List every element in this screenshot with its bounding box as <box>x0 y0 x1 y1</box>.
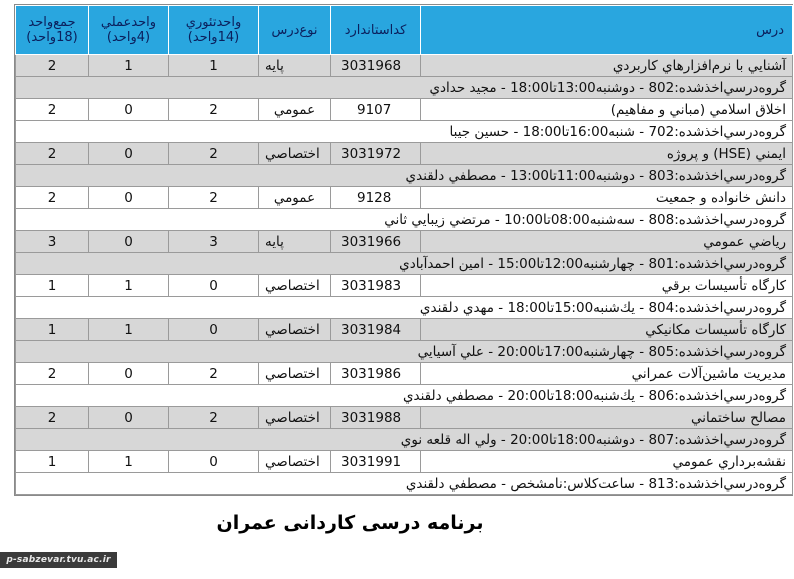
course-total: 2 <box>16 55 89 77</box>
header-practical: واحدعملي (4واحد) <box>89 6 169 55</box>
course-type: پايه <box>259 55 331 77</box>
header-course: درس <box>421 6 793 55</box>
table-header-row <box>16 6 793 55</box>
course-detail: گروه‌درسي‌اخذشده:804 - يك‌شنبه15:00تا18:00 - مهدي دلقندي <box>16 297 793 319</box>
course-practical: 0 <box>89 143 169 165</box>
course-practical: 1 <box>89 451 169 473</box>
course-code: 3031968 <box>331 55 421 77</box>
course-practical: 0 <box>89 407 169 429</box>
course-name: آشنايي با نرم‌افزارهاي كاربردي <box>421 55 793 77</box>
course-total: 3 <box>16 231 89 253</box>
course-row <box>16 99 793 121</box>
course-type: عمومي <box>259 187 331 209</box>
course-code: 3031972 <box>331 143 421 165</box>
header-code: کداستاندارد <box>331 6 421 55</box>
course-type: اختصاصي <box>259 363 331 385</box>
course-name: كارگاه تأسيسات مكانيكي <box>421 319 793 341</box>
course-code: 9107 <box>331 99 421 121</box>
course-type: عمومي <box>259 99 331 121</box>
course-practical: 0 <box>89 99 169 121</box>
course-practical: 0 <box>89 187 169 209</box>
course-detail-row <box>16 297 793 319</box>
course-detail-row <box>16 429 793 451</box>
course-name: اخلاق اسلامي (مباني و مفاهيم) <box>421 99 793 121</box>
course-name: رياضي عمومي <box>421 231 793 253</box>
course-schedule-table <box>14 4 793 496</box>
course-detail: گروه‌درسي‌اخذشده:806 - يك‌شنبه18:00تا20:00 - مصطفي دلقندي <box>16 385 793 407</box>
course-total: 2 <box>16 99 89 121</box>
course-type: اختصاصي <box>259 143 331 165</box>
course-detail-row <box>16 209 793 231</box>
course-theory: 0 <box>169 451 259 473</box>
course-detail-row <box>16 165 793 187</box>
header-theory: واحدتئوري (14واحد) <box>169 6 259 55</box>
course-theory: 1 <box>169 55 259 77</box>
course-theory: 2 <box>169 187 259 209</box>
course-theory: 2 <box>169 407 259 429</box>
course-row <box>16 451 793 473</box>
course-detail-row <box>16 341 793 363</box>
schedule-grid <box>15 5 793 495</box>
course-name: مديريت ماشين‌آلات عمراني <box>421 363 793 385</box>
course-detail: گروه‌درسي‌اخذشده:702 - شنبه16:00تا18:00 - حسين جيبا <box>16 121 793 143</box>
course-name: دانش خانواده و جمعيت <box>421 187 793 209</box>
course-name: ايمني (HSE) و پروژه <box>421 143 793 165</box>
course-theory: 0 <box>169 275 259 297</box>
course-type: اختصاصي <box>259 451 331 473</box>
course-detail: گروه‌درسي‌اخذشده:805 - چهارشنبه17:00تا20:00 - علي آسيايي <box>16 341 793 363</box>
course-practical: 0 <box>89 363 169 385</box>
course-theory: 2 <box>169 99 259 121</box>
course-detail-row <box>16 385 793 407</box>
course-practical: 1 <box>89 55 169 77</box>
course-row <box>16 55 793 77</box>
course-type: پايه <box>259 231 331 253</box>
course-detail: گروه‌درسي‌اخذشده:808 - سه‌شنبه08:00تا10:00 - مرتضي زيبايي ثاني <box>16 209 793 231</box>
page-title: برنامه درسی کاردانی عمران <box>216 512 484 534</box>
course-total: 2 <box>16 407 89 429</box>
course-detail: گروه‌درسي‌اخذشده:801 - چهارشنبه12:00تا15:00 - امين احمدآبادي <box>16 253 793 275</box>
course-detail: گروه‌درسي‌اخذشده:803 - دوشنبه11:00تا13:00 - مصطفي دلقندي <box>16 165 793 187</box>
course-row <box>16 231 793 253</box>
course-total: 2 <box>16 363 89 385</box>
course-row <box>16 187 793 209</box>
course-detail: گروه‌درسي‌اخذشده:807 - دوشنبه18:00تا20:00 - ولي اله قلعه نوي <box>16 429 793 451</box>
course-name: كارگاه تأسيسات برقي <box>421 275 793 297</box>
course-total: 1 <box>16 451 89 473</box>
course-practical: 1 <box>89 275 169 297</box>
course-code: 3031991 <box>331 451 421 473</box>
course-total: 2 <box>16 143 89 165</box>
course-row <box>16 275 793 297</box>
course-row <box>16 407 793 429</box>
header-total: جمع‌واحد (18واحد) <box>16 6 89 55</box>
course-detail: گروه‌درسي‌اخذشده:813 - ساعت‌كلاس:نامشخص - مصطفي دلقندي <box>16 473 793 495</box>
course-type: اختصاصي <box>259 275 331 297</box>
course-practical: 0 <box>89 231 169 253</box>
course-code: 9128 <box>331 187 421 209</box>
course-theory: 3 <box>169 231 259 253</box>
course-code: 3031986 <box>331 363 421 385</box>
course-total: 1 <box>16 319 89 341</box>
course-row <box>16 319 793 341</box>
course-theory: 0 <box>169 319 259 341</box>
course-theory: 2 <box>169 143 259 165</box>
course-name: مصالح ساختماني <box>421 407 793 429</box>
course-detail: گروه‌درسي‌اخذشده:802 - دوشنبه13:00تا18:00 - مجيد حدادي <box>16 77 793 99</box>
course-practical: 1 <box>89 319 169 341</box>
course-code: 3031984 <box>331 319 421 341</box>
site-watermark: p-sabzevar.tvu.ac.ir <box>0 552 117 568</box>
course-code: 3031983 <box>331 275 421 297</box>
course-code: 3031988 <box>331 407 421 429</box>
course-detail-row <box>16 77 793 99</box>
course-detail-row <box>16 121 793 143</box>
course-row <box>16 143 793 165</box>
course-detail-row <box>16 253 793 275</box>
course-total: 1 <box>16 275 89 297</box>
course-row <box>16 363 793 385</box>
course-type: اختصاصي <box>259 319 331 341</box>
course-type: اختصاصي <box>259 407 331 429</box>
course-total: 2 <box>16 187 89 209</box>
course-name: نقشه‌برداري عمومي <box>421 451 793 473</box>
header-type: نوع‌درس <box>259 6 331 55</box>
course-detail-row <box>16 473 793 495</box>
course-code: 3031966 <box>331 231 421 253</box>
course-theory: 2 <box>169 363 259 385</box>
